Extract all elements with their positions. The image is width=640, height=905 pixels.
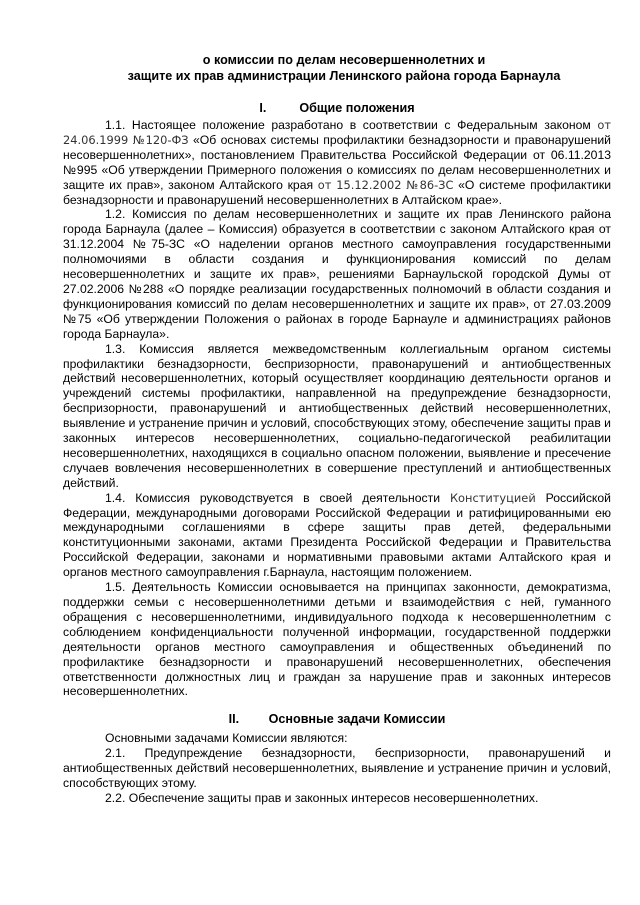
paragraph-1-1 (63, 118, 611, 207)
section-title-1: Общие положения (299, 101, 415, 115)
paragraph-1-1-text-a: 1.1. Настоящее положение разработано в соответствии с Федеральным законом (105, 118, 598, 132)
legal-reference-link: Конституцией (449, 490, 536, 505)
section-heading-1 (63, 100, 611, 116)
document-page (63, 52, 611, 806)
paragraph-1-4-text-a: 1.4. Комиссия руководствуется в своей деятельности (105, 490, 450, 505)
legal-reference-link: от 15.12.2002 №86-ЗС (317, 177, 454, 192)
legal-reference-link: от 24.06.1999 №120-ФЗ (63, 118, 611, 147)
paragraph-1-2: 1.2. Комиссия по делам несовершеннолетних и защите их прав Ленинского района города Барнаула (далее – Комиссия) образуется в соответствии с законом Алтайского края от 31.12.2004 №75-ЗС «О наделении органов местного самоуправления государственными полномочиями в области создания и функционирования комиссий по делам несовершеннолетних и защите их прав», решениями Барнаульской городской Думы от 27.02.2006 №288 «О порядке реализации государственных полномочий в области создания и функционирования комиссий по делам несовершеннолетних и защите их прав», от 27.03.2009 №75 «Об утверждении Положения о районах в городе Барнауле и администрациях районов города Барнаула». (63, 207, 611, 341)
paragraph-1-1-text-c: «О системе профилактики безнадзорности и правонарушений несовершеннолетних в Алтайском крае». (63, 177, 612, 207)
paragraph-1-3: 1.3. Комиссия является межведомственным коллегиальным органом системы профилактики безнадзорности, беспризорности, правонарушений и антиобщественных действий несовершеннолетних, который осуществляет координацию деятельности органов и учреждений системы профилактики, направленной на предупреждение безнадзорности, беспризорности, правонарушений и антиобщественных действий несовершеннолетних, выявление и устранение причин и условий, способствующих этому, обеспечение защиты прав и законных интересов несовершеннолетних, социально-педагогической реабилитации несовершеннолетних, находящихся в социально опасном положении, выявление и пресечение случаев вовлечения несовершеннолетних в совершение преступлений и антиобщественных действий. (63, 341, 611, 490)
title-line-2: защите их прав администрации Ленинского района города Барнаула (127, 69, 561, 83)
paragraph-1-4 (63, 491, 611, 580)
document-title (63, 52, 611, 84)
section-number-1: I. (259, 101, 267, 115)
section-heading-2 (63, 711, 611, 727)
paragraph-1-1-text-b: «Об основах системы профилактики безнадзорности и правонарушений несовершеннолетних», постановлением Правительства Российской Федерации от 06.11.2013 №995 «Об утверждении Примерного положения о комиссиях по делам несовершеннолетних и защите их прав», законом Алтайского края (63, 132, 611, 192)
paragraph-2-2: 2.2. Обеспечение защиты прав и законных интересов несовершеннолетних. (105, 790, 539, 805)
paragraph-2-intro: Основными задачами Комиссии являются: (105, 731, 348, 746)
section-number-2: II. (228, 712, 240, 727)
section-title-2: Основные задачи Комиссии (268, 712, 446, 727)
paragraph-1-4-text-b: Российской Федерации, международными договорами Российской Федерации и ратифицированными ею международными соглашениями в сфере защиты прав детей, федеральными конституционными законами, актами Президента Российской Федерации и Правительства Российской Федерации, законами и нормативными правовыми актами Алтайского края и органов местного самоуправления г.Барнаула, настоящим положением. (63, 490, 611, 580)
paragraph-2-1: 2.1. Предупреждение безнадзорности, беспризорности, правонарушений и антиобщественных действий несовершеннолетних, выявление и устранение причин и условий, способствующих этому. (63, 746, 611, 791)
title-line-1: о комиссии по делам несовершеннолетних и (202, 53, 486, 67)
paragraph-1-5: 1.5. Деятельность Комиссии основывается на принципах законности, демократизма, поддержки семьи с несовершеннолетними детьми и взаимодействия с ней, гуманного обращения с несовершеннолетними, индивидуального подхода к несовершеннолетним с соблюдением конфиденциальности полученной информации, государственной поддержки деятельности органов местного самоуправления и общественных объединений по профилактике безнадзорности и правонарушений несовершеннолетних, обеспечения ответственности должностных лиц и граждан за нарушение прав и законных интересов несовершеннолетних. (63, 580, 611, 699)
